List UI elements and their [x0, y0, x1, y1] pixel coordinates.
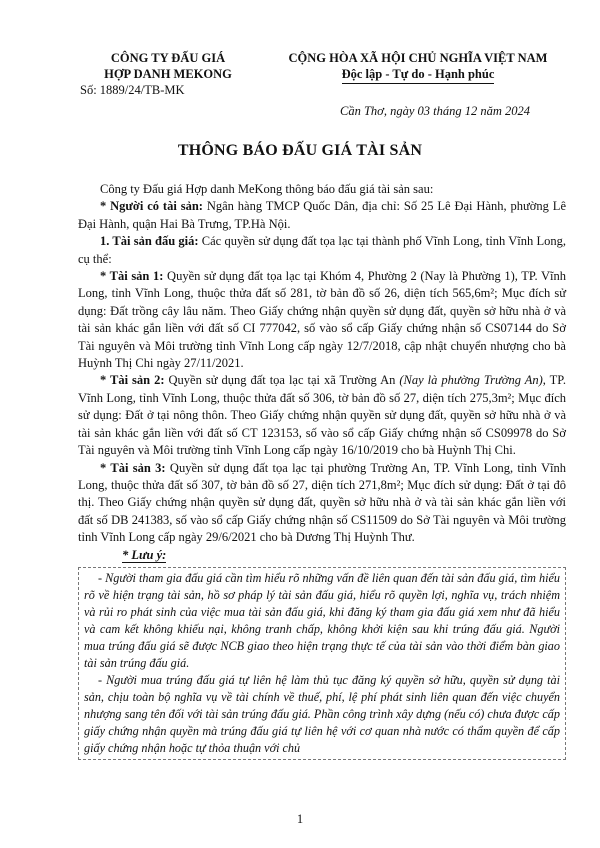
owner-label: * Người có tài sản: [100, 199, 203, 214]
note-item-2: - Người mua trúng đấu giá tự liên hệ làm thủ tục đăng ký quyền sở hữu, quyền sử dụng tài sản, chịu toàn bộ nghĩa vụ về tài chính về thuế, phí, lệ phí phát sinh liên quan đến việc chuyển nhượng sang tên đối với tài sản trúng đấu giá. Phần công trình xây dựng (nếu có) chưa được cấp giấy chứng nhận quyền mà trúng đấu giá tự liên hệ với cơ quan nhà nước có thẩm quyền để cấp giấy chứng nhận hoặc tự thỏa thuận với chủ [84, 672, 560, 755]
asset1-text: Quyền sử dụng đất tọa lạc tại Khóm 4, Phường 2 (Nay là Phường 1), TP. Vĩnh Long, tỉnh Vĩnh Long, thuộc thửa đất số 281, tờ bản đồ số 26, diện tích 565,6m²; Mục đích sử dụng: Đất trồng cây lâu năm. Theo Giấy chứng nhận quyền sử dụng đất, quyền sở hữu nhà ở và tài sản khác gắn liền với đất số CI 777042, số vào sổ cấp Giấy chứng nhận số CS07144 do Sở Tài nguyên và Môi trường tỉnh Vĩnh Long cấp ngày 12/7/2018, cập nhật chuyển nhượng cho bà Huỳnh Thị Chi ngày 27/11/2021. [78, 269, 566, 371]
asset3-paragraph [78, 460, 566, 547]
company-header [78, 50, 258, 98]
republic-name: CỘNG HÒA XÃ HỘI CHỦ NGHĨA VIỆT NAM [288, 51, 548, 65]
asset2-paragraph [78, 372, 566, 459]
document-body [78, 181, 566, 760]
national-header [268, 50, 568, 84]
note-box [78, 567, 566, 760]
page-number: 1 [296, 812, 304, 826]
national-motto: Độc lập - Tự do - Hạnh phúc [342, 66, 495, 84]
note-heading [78, 547, 566, 564]
asset1-label: * Tài sản 1: [100, 269, 164, 284]
note-label: * Lưu ý: [122, 547, 167, 562]
note-item-1: - Người tham gia đấu giá cần tìm hiểu rõ những vấn đề liên quan đến tài sản đấu giá, tìm hiểu rõ về hiện trạng tài sản, hồ sơ pháp lý tài sản đấu giá, hiểu rõ quyền lợi, nghĩa vụ, trách nhiệm và rủi ro phát sinh của việc mua tài sản đấu giá, khi đăng ký tham gia đấu giá xem như đã hiểu và cam kết không khiếu nại, không tranh chấp, không khởi kiện sau khi trúng đấu giá. Người mua trúng đấu giá sẽ được NCB giao theo hiện trạng thực tế của tài sản vào thời điểm bàn giao tài sản trúng đấu giá. [84, 570, 560, 670]
asset1-paragraph [78, 268, 566, 372]
document-number: Số: 1889/24/TB-MK [80, 83, 185, 97]
asset-section-paragraph [78, 233, 566, 268]
asset3-label: * Tài sản 3: [100, 460, 166, 475]
document-title: THÔNG BÁO ĐẤU GIÁ TÀI SẢN [177, 142, 423, 159]
asset2-label: * Tài sản 2: [100, 373, 165, 388]
asset2-text-italic: (Nay là phường Trường An) [399, 373, 543, 388]
company-name-line2: HỢP DANH MEKONG [104, 67, 232, 81]
asset2-text-a: Quyền sử dụng đất tọa lạc tại xã Trường An [164, 373, 400, 388]
issue-date: Cần Thơ, ngày 03 tháng 12 năm 2024 [339, 104, 530, 118]
owner-paragraph [78, 198, 566, 233]
intro-paragraph: Công ty Đấu giá Hợp danh MeKong thông báo đấu giá tài sản sau: [100, 182, 434, 196]
asset3-text: Quyền sử dụng đất tọa lạc tại phường Trường An, TP. Vĩnh Long, tỉnh Vĩnh Long, thuộc thửa đất số 307, tờ bản đồ số 27, diện tích 271,8m²; Mục đích sử dụng: Đất ở tại đô thị. Theo Giấy chứng nhận quyền sử dụng đất, quyền sở hữu nhà ở và tài sản khác gắn liền với đất số DB 241383, số vào sổ cấp Giấy chứng nhận số CS11509 do Sở Tài nguyên và Môi trường tỉnh Vĩnh Long cấp ngày 29/6/2021 cho bà Dương Thị Huỳnh Thư. [78, 460, 566, 545]
asset-section-text: Các quyền sử dụng đất tọa lạc tại thành phố Vĩnh Long, tỉnh Vĩnh Long, cụ thể: [78, 234, 566, 266]
asset-section-label: 1. Tài sản đấu giá: [100, 234, 199, 249]
owner-text: Ngân hàng TMCP Quốc Dân, địa chỉ: Số 25 Lê Đại Hành, phường Lê Đại Hành, quận Hai Bà Trưng, TP.Hà Nội. [78, 199, 566, 231]
company-name-line1: CÔNG TY ĐẤU GIÁ [110, 51, 226, 65]
asset2-text-b: , TP. Vĩnh Long, tỉnh Vĩnh Long, thuộc thửa đất số 306, tờ bản đồ số 27, diện tích 275,3m²; Mục đích sử dụng: Đất ở tại nông thôn. Theo Giấy chứng nhận quyền sử dụng đất, quyền sở hữu nhà ở và tài sản khác gắn liền với đất số CT 123153, số vào sổ cấp Giấy chứng nhận số CS09978 do Sở Tài nguyên và Môi trường tỉnh Vĩnh Long cấp ngày 16/10/2019 cho bà Huỳnh Thị Chi. [78, 373, 566, 458]
